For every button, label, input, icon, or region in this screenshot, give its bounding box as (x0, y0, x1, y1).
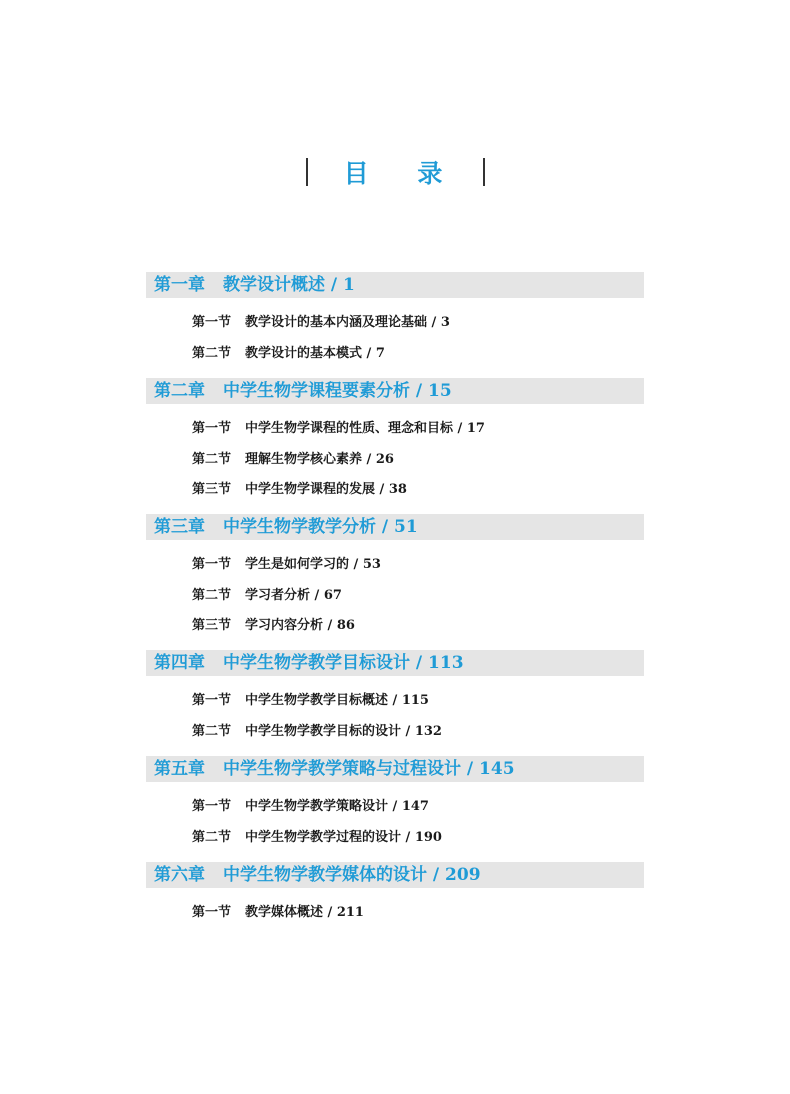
chapter-heading[interactable] (146, 378, 644, 404)
section-item[interactable] (192, 418, 644, 449)
toc-title-block (306, 158, 486, 188)
section-title: 理解生物学核心素养 / 26 (245, 451, 394, 467)
section-item[interactable] (192, 585, 644, 616)
chapter-heading[interactable] (146, 514, 644, 540)
section-title: 中学生物学教学目标的设计 / 132 (245, 723, 442, 739)
section-label: 第二节 (192, 587, 232, 603)
section-item[interactable] (192, 312, 644, 343)
chapter-heading[interactable] (146, 756, 644, 782)
chapter-4 (146, 650, 644, 756)
chapter-title: 中学生物学教学媒体的设计 / 209 (223, 865, 481, 885)
section-label: 第一节 (192, 905, 232, 920)
chapter-title: 中学生物学教学目标设计 / 113 (223, 653, 464, 673)
section-label: 第一节 (192, 421, 232, 436)
section-title: 学生是如何学习的 / 53 (245, 557, 381, 572)
section-item[interactable] (192, 449, 644, 480)
section-item[interactable] (192, 721, 644, 752)
chapter-title: 教学设计概述 / 1 (223, 275, 355, 295)
chapter-1 (146, 272, 644, 378)
chapter-heading[interactable] (146, 272, 644, 298)
chapter-heading[interactable] (146, 862, 644, 888)
table-of-contents (146, 272, 644, 932)
title-right-rule (483, 158, 485, 186)
section-item[interactable] (192, 554, 644, 585)
chapter-label: 第二章 (154, 381, 205, 401)
section-title: 中学生物学教学目标概述 / 115 (245, 693, 429, 708)
section-item[interactable] (192, 343, 644, 374)
section-title: 学习内容分析 / 86 (245, 618, 355, 633)
chapter-label: 第六章 (154, 865, 205, 885)
section-title: 教学设计的基本内涵及理论基础 / 3 (245, 315, 450, 330)
section-item[interactable] (192, 690, 644, 721)
section-title: 中学生物学课程的性质、理念和目标 / 17 (245, 421, 485, 436)
chapter-5 (146, 756, 644, 862)
section-label: 第二节 (192, 345, 232, 361)
section-list (146, 298, 644, 378)
page-title: 目 录 (343, 159, 463, 188)
section-label: 第一节 (192, 693, 232, 708)
section-label: 第二节 (192, 829, 232, 845)
chapter-label: 第五章 (154, 759, 205, 779)
section-title: 中学生物学教学过程的设计 / 190 (245, 829, 442, 845)
section-list (146, 782, 644, 862)
section-title: 中学生物学课程的发展 / 38 (245, 482, 407, 497)
section-label: 第二节 (192, 451, 232, 467)
chapter-heading[interactable] (146, 650, 644, 676)
chapter-label: 第三章 (154, 517, 205, 537)
section-label: 第一节 (192, 315, 232, 330)
chapter-title: 中学生物学教学策略与过程设计 / 145 (223, 759, 515, 779)
section-list (146, 540, 644, 650)
section-item[interactable] (192, 615, 644, 646)
chapter-title: 中学生物学课程要素分析 / 15 (223, 381, 452, 401)
section-item[interactable] (192, 902, 644, 933)
section-list (146, 676, 644, 756)
section-label: 第一节 (192, 557, 232, 572)
section-label: 第二节 (192, 723, 232, 739)
section-label: 第一节 (192, 799, 232, 814)
section-item[interactable] (192, 479, 644, 510)
chapter-2 (146, 378, 644, 514)
section-title: 教学媒体概述 / 211 (245, 905, 364, 920)
section-title: 中学生物学教学策略设计 / 147 (245, 799, 429, 814)
section-list (146, 404, 644, 514)
section-title: 教学设计的基本模式 / 7 (245, 345, 385, 361)
section-item[interactable] (192, 827, 644, 858)
section-label: 第三节 (192, 618, 232, 633)
chapter-title: 中学生物学教学分析 / 51 (223, 517, 418, 537)
chapter-6 (146, 862, 644, 932)
section-title: 学习者分析 / 67 (245, 587, 342, 603)
chapter-3 (146, 514, 644, 650)
section-item[interactable] (192, 796, 644, 827)
section-list (146, 888, 644, 932)
section-label: 第三节 (192, 482, 232, 497)
chapter-label: 第一章 (154, 275, 205, 295)
chapter-label: 第四章 (154, 653, 205, 673)
